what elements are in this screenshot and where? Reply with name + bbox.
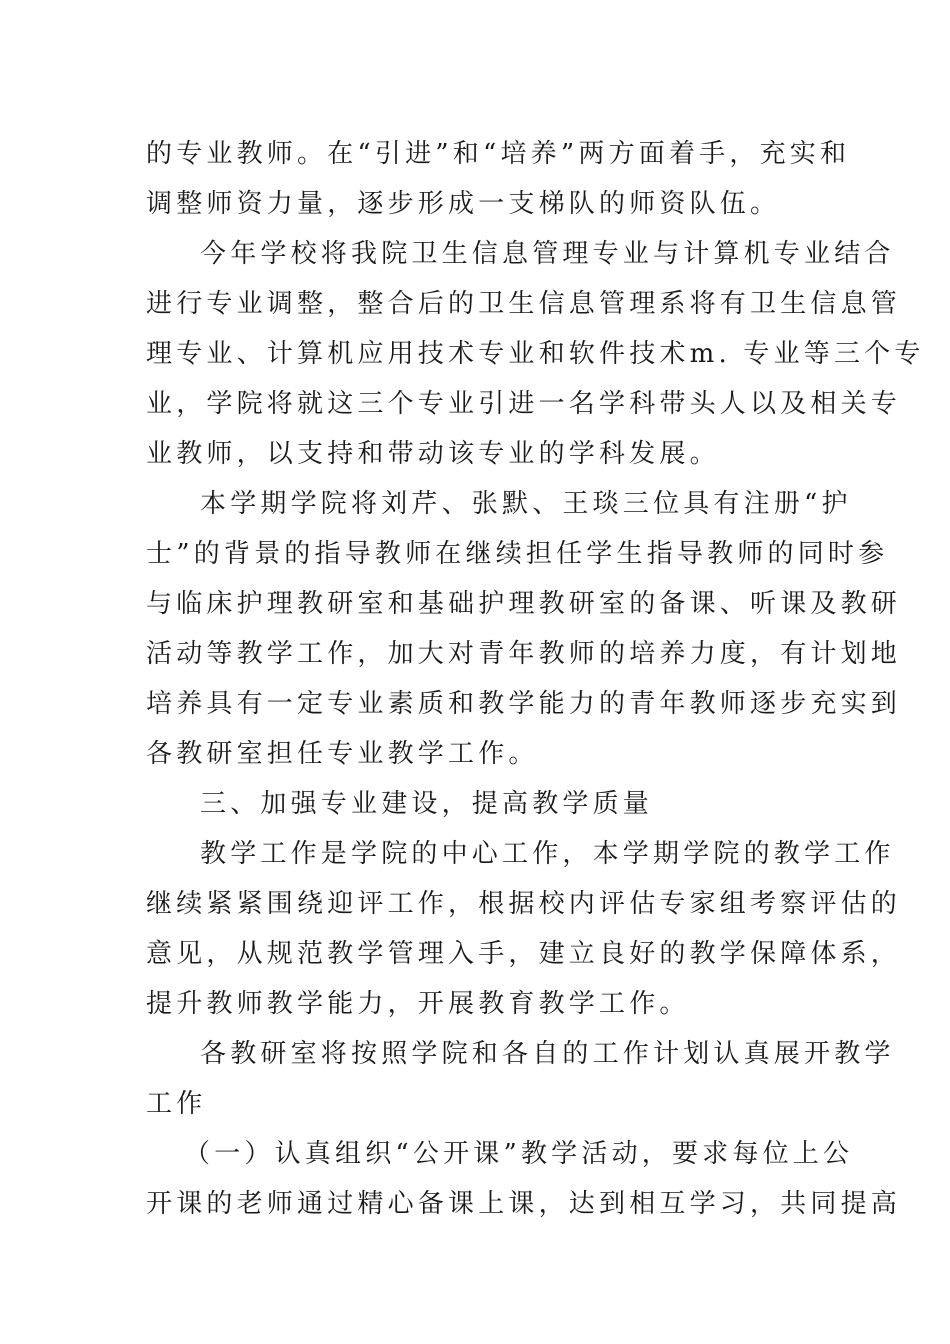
text-line: 活动等教学工作，加大对青年教师的培养力度，有计划地 bbox=[146, 639, 902, 669]
text-line: 各教研室担任专业教学工作。 bbox=[146, 739, 539, 769]
text-line: 士”的背景的指导教师在继续担任学生指导教师的同时参 bbox=[146, 539, 889, 569]
text-line: 各教研室将按照学院和各自的工作计划认真展开教学 bbox=[200, 1039, 895, 1069]
text-line: 理专业、计算机应用技术专业和软件技术m. 专业等三个专 bbox=[146, 339, 925, 369]
text-line: 继续紧紧围绕迎评工作，根据校内评估专家组考察评估的 bbox=[146, 889, 902, 919]
section-heading: 三、加强专业建设，提高教学质量 bbox=[200, 789, 654, 819]
text-line: 的专业教师。在“引进”和“培养”两方面着手，充实和 bbox=[146, 139, 851, 169]
text-line: 开课的老师通过精心备课上课，达到相互学习，共同提高 bbox=[146, 1189, 902, 1219]
text-line: 与临床护理教研室和基础护理教研室的备课、听课及教研 bbox=[146, 589, 902, 619]
text-line: 意见，从规范教学管理入手，建立良好的教学保障体系， bbox=[146, 939, 902, 969]
text-line: 调整师资力量，逐步形成一支梯队的师资队伍。 bbox=[146, 189, 781, 219]
text-line: 业，学院将就这三个专业引进一名学科带头人以及相关专 bbox=[146, 389, 902, 419]
text-line: （一）认真组织“公开课”教学活动，要求每位上公 bbox=[184, 1139, 854, 1169]
text-line: 工作 bbox=[146, 1089, 207, 1119]
text-line: 今年学校将我院卫生信息管理专业与计算机专业结合 bbox=[200, 239, 895, 269]
text-line: 提升教师教学能力，开展教育教学工作。 bbox=[146, 989, 690, 1019]
text-line: 教学工作是学院的中心工作，本学期学院的教学工作 bbox=[200, 839, 895, 869]
text-line: 本学期学院将刘芹、张默、王琰三位具有注册“护 bbox=[200, 489, 852, 519]
text-line: 业教师，以支持和带动该专业的学科发展。 bbox=[146, 439, 720, 469]
text-line: 培养具有一定专业素质和教学能力的青年教师逐步充实到 bbox=[146, 689, 902, 719]
text-line: 进行专业调整，整合后的卫生信息管理系将有卫生信息管 bbox=[146, 289, 902, 319]
